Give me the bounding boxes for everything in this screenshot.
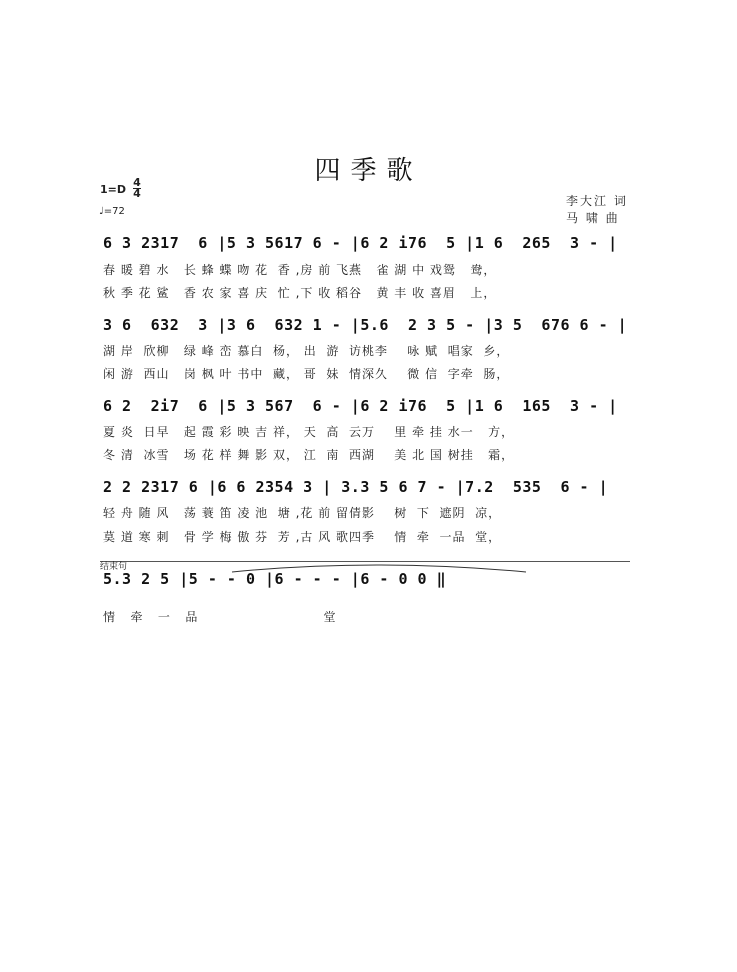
ending-label: 结束句 <box>100 562 128 572</box>
lyric-row-4-verse-1: 轻 舟 随 风 荡 蓑 笛 凌 池 塘 ,花 前 留倩影 树 下 遮阴 凉， <box>103 506 502 520</box>
time-sig-top: 4 <box>133 176 141 189</box>
lyric-row-1-verse-2: 秋 季 花 鲨 香 农 家 喜 庆 忙 ,下 收 稻谷 黄 丰 收 喜眉 上， <box>103 286 497 300</box>
lyric-row-1-verse-1: 春 暖 碧 水 长 蜂 蝶 吻 花 香 ,房 前 飞燕 雀 湖 中 戏鸳 鸯， <box>103 263 497 277</box>
notation-row-3: 6 2 2i7 6 |5 3 567 6 - |6 2 i76 5 |1 6 165 3 - | <box>103 397 618 415</box>
notation-row-1: 6 3 2317 6 |5 3 5617 6 - |6 2 i76 5 |1 6 265 3 - | <box>103 234 618 252</box>
song-title: 四季歌 <box>314 156 423 186</box>
lyric-row-3-verse-2: 冬 清 冰雪 场 花 样 舞 影 双， 江 南 西湖 美 北 国 树挂 霜， <box>103 448 515 462</box>
notation-row-2: 3 6 632 3 |3 6 632 1 - |5.6 2 3 5 - |3 5 676 6 - | <box>103 316 628 334</box>
ending-lyric: 情 牵 一 品 堂 <box>103 610 337 624</box>
tempo-mark: ♩=72 <box>99 206 125 217</box>
time-signature <box>133 178 141 199</box>
time-sig-bottom: 4 <box>133 187 141 200</box>
ending-notation: 5.3 2 5 |5 - - 0 |6 - - - |6 - 0 0 ‖ <box>103 570 447 588</box>
lyric-row-3-verse-1: 夏 炎 日早 起 霞 彩 映 吉 祥， 天 高 云万 里 牵 挂 水一 方， <box>103 425 515 439</box>
lyricist-credit: 李大江 词 <box>566 194 628 208</box>
lyric-row-4-verse-2: 莫 道 寒 刺 骨 学 梅 傲 芬 芳 ,古 风 歌四季 情 牵 一品 堂， <box>103 530 502 544</box>
composer-credit: 马 啸 曲 <box>566 211 620 225</box>
key-signature: 1=D <box>100 183 127 196</box>
lyric-row-2-verse-2: 闲 游 西山 岗 枫 叶 书中 藏， 哥 妹 情深久 微 信 字牵 肠， <box>103 367 510 381</box>
notation-row-4: 2 2 2317 6 |6 6 2354 3 | 3.3 5 6 7 - |7.2 535 6 - | <box>103 478 609 496</box>
lyric-row-2-verse-1: 湖 岸 欣柳 绿 峰 峦 慕白 杨， 出 游 访桃李 咏 赋 唱家 乡， <box>103 344 510 358</box>
